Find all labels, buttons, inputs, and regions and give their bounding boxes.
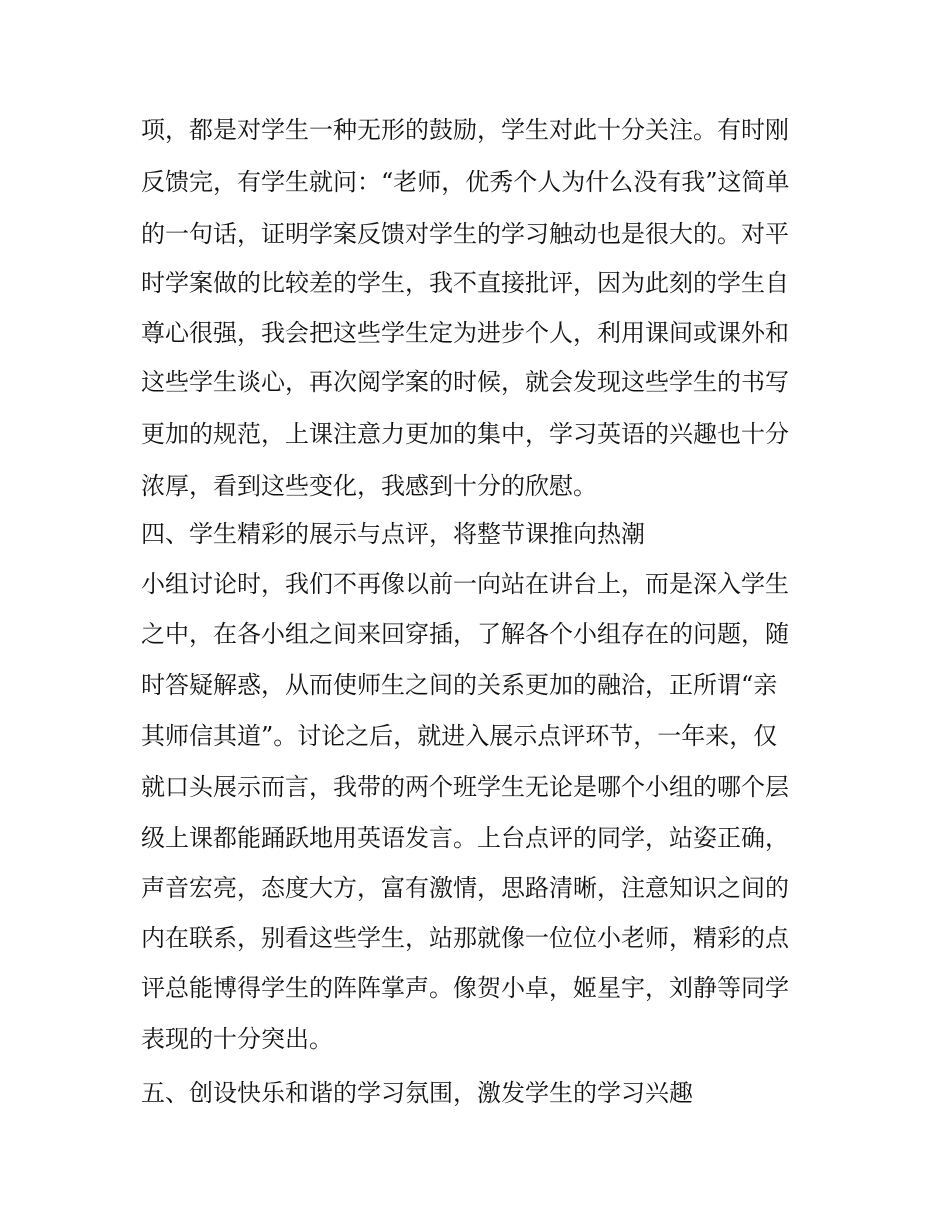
text-line: 反馈完，有学生就问：“老师，优秀个人为什么没有我”这简单 bbox=[141, 168, 790, 196]
text-line: 更加的规范，上课注意力更加的集中，学习英语的兴趣也十分 bbox=[141, 420, 789, 448]
text-line: 评总能博得学生的阵阵掌声。像贺小卓，姬星宇，刘静等同学 bbox=[141, 974, 789, 1002]
text-line: 时答疑解惑，从而使师生之间的关系更加的融洽，正所谓“亲 bbox=[141, 671, 778, 699]
text-line: 其师信其道”。讨论之后，就进入展示点评环节，一年来，仅 bbox=[141, 722, 778, 750]
text-line: 内在联系，别看这些学生，站那就像一位位小老师，精彩的点 bbox=[141, 924, 789, 952]
text-line: 小组讨论时，我们不再像以前一向站在讲台上，而是深入学生 bbox=[141, 570, 789, 598]
text-line: 级上课都能踊跃地用英语发言。上台点评的同学，站姿正确， bbox=[141, 824, 789, 852]
text-line: 时学案做的比较差的学生，我不直接批评，因为此刻的学生自 bbox=[141, 269, 789, 297]
text-line: 之中，在各小组之间来回穿插，了解各个小组存在的问题，随 bbox=[141, 620, 789, 648]
text-line: 声音宏亮，态度大方，富有激情，思路清晰，注意知识之间的 bbox=[141, 874, 789, 902]
text-line: 尊心很强，我会把这些学生定为进步个人，利用课间或课外和 bbox=[141, 319, 789, 347]
text-line: 就口头展示而言，我带的两个班学生无论是哪个小组的哪个层 bbox=[141, 773, 789, 801]
text-line: 表现的十分突出。 bbox=[141, 1025, 333, 1053]
text-line: 这些学生谈心，再次阅学案的时候，就会发现这些学生的书写 bbox=[141, 368, 789, 396]
text-line: 浓厚，看到这些变化，我感到十分的欣慰。 bbox=[141, 472, 597, 500]
text-line: 的一句话，证明学案反馈对学生的学习触动也是很大的。对平 bbox=[141, 220, 789, 248]
section-heading: 四、学生精彩的展示与点评，将整节课推向热潮 bbox=[141, 520, 645, 548]
text-line: 项，都是对学生一种无形的鼓励，学生对此十分关注。有时刚 bbox=[141, 116, 789, 144]
section-heading: 五、创设快乐和谐的学习氛围，激发学生的学习兴趣 bbox=[141, 1079, 693, 1107]
